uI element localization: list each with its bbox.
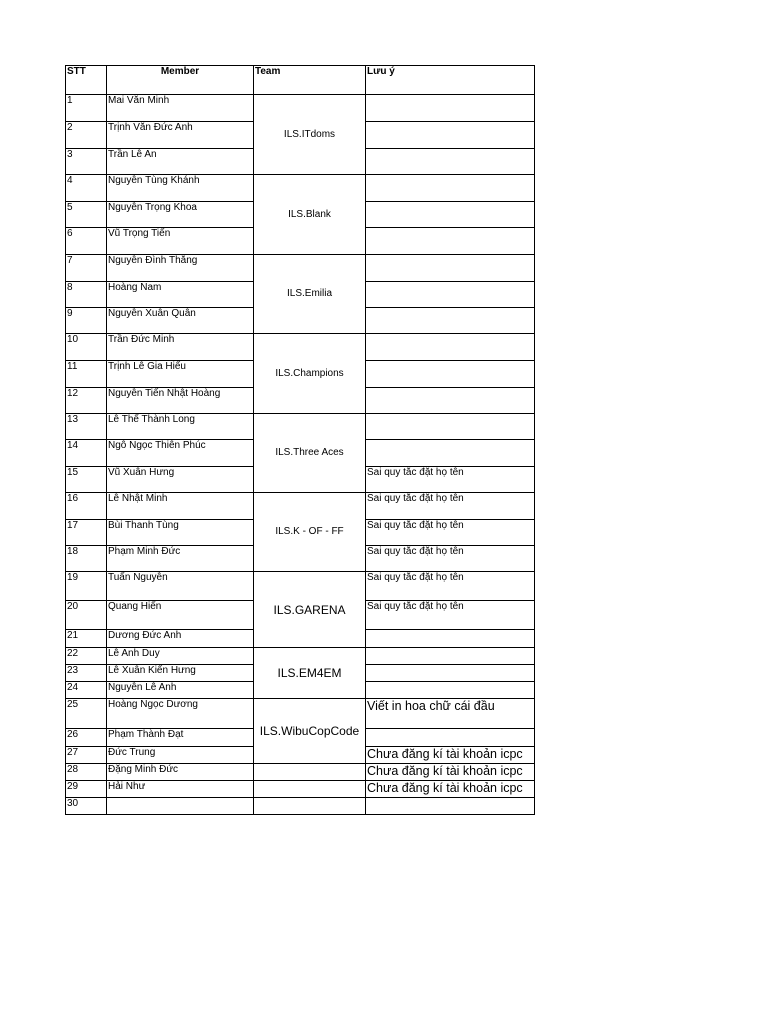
cell-member[interactable]: Nguyễn Xuân Quân bbox=[107, 308, 254, 334]
cell-stt[interactable]: 6 bbox=[66, 228, 107, 255]
table-row bbox=[66, 648, 535, 665]
cell-stt[interactable]: 22 bbox=[66, 648, 107, 665]
cell-note[interactable] bbox=[366, 175, 535, 202]
cell-note[interactable] bbox=[366, 682, 535, 699]
table-row bbox=[66, 255, 535, 282]
cell-stt[interactable]: 18 bbox=[66, 546, 107, 572]
cell-stt[interactable]: 26 bbox=[66, 729, 107, 747]
cell-team[interactable]: ILS.Three Aces bbox=[254, 414, 366, 493]
cell-note[interactable]: Sai quy tắc đặt họ tên bbox=[366, 493, 535, 520]
cell-member[interactable]: Tuấn Nguyễn bbox=[107, 572, 254, 601]
cell-stt[interactable]: 15 bbox=[66, 467, 107, 493]
cell-note[interactable] bbox=[366, 122, 535, 149]
cell-stt[interactable]: 27 bbox=[66, 747, 107, 764]
cell-note[interactable] bbox=[366, 149, 535, 175]
cell-member[interactable]: Nguyễn Tùng Khánh bbox=[107, 175, 254, 202]
cell-member[interactable]: Trịnh Lê Gia Hiếu bbox=[107, 361, 254, 388]
cell-team[interactable]: ILS.Emilia bbox=[254, 255, 366, 334]
cell-stt[interactable]: 28 bbox=[66, 764, 107, 781]
cell-note[interactable]: Sai quy tắc đặt họ tên bbox=[366, 601, 535, 630]
cell-team[interactable]: ILS.GARENA bbox=[254, 572, 366, 648]
header-stt[interactable]: STT bbox=[66, 66, 107, 95]
table-row bbox=[66, 699, 535, 729]
cell-member[interactable]: Lê Xuân Kiến Hưng bbox=[107, 665, 254, 682]
cell-team[interactable] bbox=[254, 781, 366, 798]
cell-member[interactable]: Phạm Minh Đức bbox=[107, 546, 254, 572]
cell-stt[interactable]: 23 bbox=[66, 665, 107, 682]
table-row bbox=[66, 572, 535, 601]
cell-stt[interactable]: 11 bbox=[66, 361, 107, 388]
cell-note[interactable] bbox=[366, 414, 535, 440]
cell-member[interactable]: Nguyễn Tiến Nhật Hoàng bbox=[107, 388, 254, 414]
cell-stt[interactable]: 3 bbox=[66, 149, 107, 175]
cell-note[interactable]: Chưa đăng kí tài khoản icpc bbox=[366, 747, 535, 764]
cell-stt[interactable]: 10 bbox=[66, 334, 107, 361]
cell-note[interactable]: Chưa đăng kí tài khoản icpc bbox=[366, 781, 535, 798]
cell-note[interactable] bbox=[366, 729, 535, 747]
cell-member[interactable]: Vũ Trọng Tiến bbox=[107, 228, 254, 255]
cell-note[interactable]: Sai quy tắc đặt họ tên bbox=[366, 467, 535, 493]
cell-note[interactable] bbox=[366, 388, 535, 414]
cell-team[interactable]: ILS.K - OF - FF bbox=[254, 493, 366, 572]
cell-note[interactable]: Sai quy tắc đặt họ tên bbox=[366, 520, 535, 546]
cell-stt[interactable]: 1 bbox=[66, 95, 107, 122]
cell-member[interactable]: Đặng Minh Đức bbox=[107, 764, 254, 781]
cell-stt[interactable]: 9 bbox=[66, 308, 107, 334]
cell-stt[interactable]: 8 bbox=[66, 282, 107, 308]
cell-note[interactable]: Chưa đăng kí tài khoản icpc bbox=[366, 764, 535, 781]
cell-note[interactable] bbox=[366, 202, 535, 228]
cell-stt[interactable]: 12 bbox=[66, 388, 107, 414]
cell-stt[interactable]: 19 bbox=[66, 572, 107, 601]
cell-note[interactable] bbox=[366, 308, 535, 334]
cell-team[interactable]: ILS.ITdoms bbox=[254, 95, 366, 175]
cell-member[interactable]: Trần Lê An bbox=[107, 149, 254, 175]
cell-stt[interactable]: 16 bbox=[66, 493, 107, 520]
cell-stt[interactable]: 14 bbox=[66, 440, 107, 467]
cell-member[interactable]: Lê Anh Duy bbox=[107, 648, 254, 665]
cell-note[interactable] bbox=[366, 228, 535, 255]
cell-note[interactable] bbox=[366, 798, 535, 815]
cell-member[interactable]: Nguyễn Lê Anh bbox=[107, 682, 254, 699]
cell-team[interactable] bbox=[254, 764, 366, 781]
cell-note[interactable] bbox=[366, 630, 535, 648]
header-note[interactable]: Lưu ý bbox=[366, 66, 535, 95]
cell-member[interactable]: Trần Đức Minh bbox=[107, 334, 254, 361]
header-member[interactable]: Member bbox=[107, 66, 254, 95]
cell-member[interactable]: Hải Như bbox=[107, 781, 254, 798]
cell-team[interactable]: ILS.Blank bbox=[254, 175, 366, 255]
cell-member[interactable] bbox=[107, 798, 254, 815]
cell-member[interactable]: Lê Nhật Minh bbox=[107, 493, 254, 520]
cell-note[interactable]: Viết in hoa chữ cái đầu bbox=[366, 699, 535, 729]
table-row bbox=[66, 175, 535, 202]
cell-note[interactable]: Sai quy tắc đặt họ tên bbox=[366, 546, 535, 572]
table-row bbox=[66, 334, 535, 361]
cell-member[interactable]: Quang Hiển bbox=[107, 601, 254, 630]
cell-member[interactable]: Hoàng Ngọc Dương bbox=[107, 699, 254, 729]
cell-member[interactable]: Trịnh Văn Đức Anh bbox=[107, 122, 254, 149]
member-table bbox=[65, 65, 535, 815]
cell-stt[interactable]: 25 bbox=[66, 699, 107, 729]
cell-stt[interactable]: 2 bbox=[66, 122, 107, 149]
header-team[interactable]: Team bbox=[254, 66, 366, 95]
cell-member[interactable]: Dương Đức Anh bbox=[107, 630, 254, 648]
cell-note[interactable] bbox=[366, 282, 535, 308]
table-row bbox=[66, 493, 535, 520]
cell-member[interactable]: Phạm Thành Đạt bbox=[107, 729, 254, 747]
cell-stt[interactable]: 4 bbox=[66, 175, 107, 202]
cell-stt[interactable]: 20 bbox=[66, 601, 107, 630]
cell-member[interactable]: Bùi Thanh Tùng bbox=[107, 520, 254, 546]
cell-stt[interactable]: 24 bbox=[66, 682, 107, 699]
table-row bbox=[66, 414, 535, 440]
cell-stt[interactable]: 30 bbox=[66, 798, 107, 815]
cell-member[interactable]: Ngô Ngọc Thiên Phúc bbox=[107, 440, 254, 467]
table-row bbox=[66, 95, 535, 122]
cell-note[interactable] bbox=[366, 440, 535, 467]
table-row bbox=[66, 764, 535, 781]
cell-stt[interactable]: 13 bbox=[66, 414, 107, 440]
cell-note[interactable] bbox=[366, 334, 535, 361]
cell-member[interactable]: Vũ Xuân Hưng bbox=[107, 467, 254, 493]
cell-member[interactable]: Mai Văn Minh bbox=[107, 95, 254, 122]
cell-member[interactable]: Lê Thế Thành Long bbox=[107, 414, 254, 440]
cell-team[interactable]: ILS.WibuCopCode bbox=[254, 699, 366, 764]
cell-note[interactable] bbox=[366, 95, 535, 122]
table-row bbox=[66, 781, 535, 798]
cell-member[interactable]: Nguyễn Trọng Khoa bbox=[107, 202, 254, 228]
cell-member[interactable]: Đức Trung bbox=[107, 747, 254, 764]
cell-note[interactable]: Sai quy tắc đặt họ tên bbox=[366, 572, 535, 601]
header-row bbox=[66, 66, 535, 95]
cell-member[interactable]: Hoàng Nam bbox=[107, 282, 254, 308]
cell-stt[interactable]: 21 bbox=[66, 630, 107, 648]
cell-note[interactable] bbox=[366, 665, 535, 682]
cell-team[interactable]: ILS.EM4EM bbox=[254, 648, 366, 699]
cell-stt[interactable]: 5 bbox=[66, 202, 107, 228]
cell-stt[interactable]: 29 bbox=[66, 781, 107, 798]
cell-note[interactable] bbox=[366, 361, 535, 388]
cell-member[interactable]: Nguyễn Đình Thắng bbox=[107, 255, 254, 282]
cell-stt[interactable]: 7 bbox=[66, 255, 107, 282]
cell-team[interactable]: ILS.Champions bbox=[254, 334, 366, 414]
cell-team[interactable] bbox=[254, 798, 366, 815]
table-row bbox=[66, 798, 535, 815]
cell-note[interactable] bbox=[366, 255, 535, 282]
cell-stt[interactable]: 17 bbox=[66, 520, 107, 546]
cell-note[interactable] bbox=[366, 648, 535, 665]
